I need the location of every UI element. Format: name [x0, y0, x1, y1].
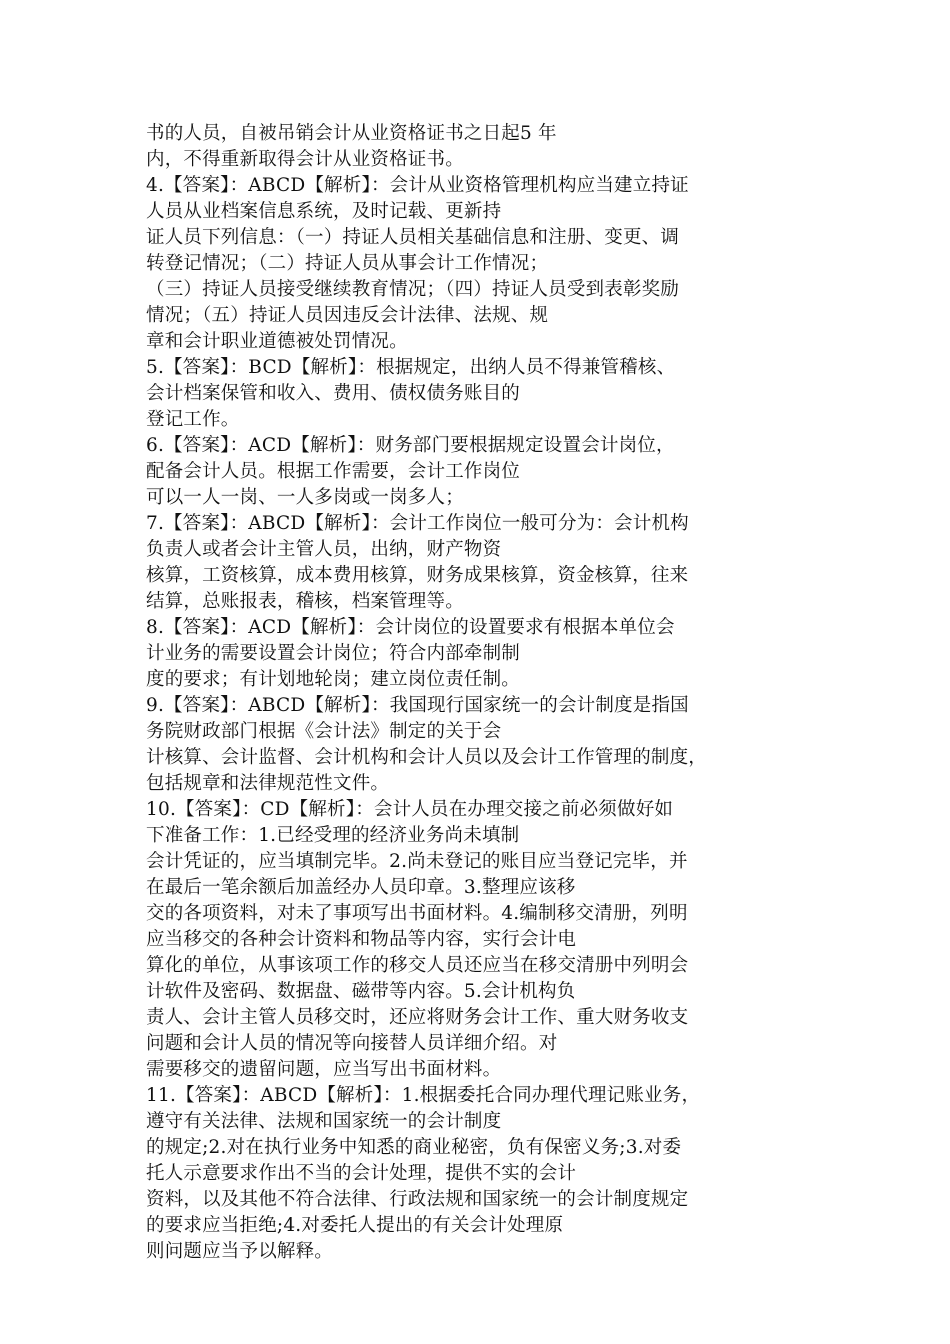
text-line: （三）持证人员接受继续教育情况；（四）持证人员受到表彰奖励 — [146, 279, 680, 300]
text-line: 5.【答案】：BCD【解析】：根据规定，出纳人员不得兼管稽核、 — [146, 357, 676, 378]
text-line: 度的要求；有计划地轮岗；建立岗位责任制。 — [146, 669, 521, 690]
text-line: 7.【答案】：ABCD【解析】：会计工作岗位一般可分为：会计机构 — [146, 513, 689, 534]
text-line: 计核算、会计监督、会计机构和会计人员以及会计工作管理的制度， — [146, 747, 708, 768]
text-line: 10.【答案】：CD【解析】：会计人员在办理交接之前必须做好如 — [146, 799, 674, 820]
text-line: 6.【答案】：ACD【解析】：财务部门要根据规定设置会计岗位， — [146, 435, 675, 456]
text-line: 应当移交的各种会计资料和物品等内容，实行会计电 — [146, 929, 577, 950]
text-line: 计业务的需要设置会计岗位；符合内部牵制制 — [146, 643, 521, 664]
text-line: 的要求应当拒绝;4.对委托人提出的有关会计处理原 — [146, 1215, 564, 1236]
text-line: 下准备工作：1.已经受理的经济业务尚未填制 — [146, 825, 520, 846]
text-line: 核算，工资核算，成本费用核算，财务成果核算，资金核算，往来 — [146, 565, 689, 586]
text-line: 情况；（五）持证人员因违反会计法律、法规、规 — [146, 305, 549, 326]
text-line: 8.【答案】：ACD【解析】：会计岗位的设置要求有根据本单位会 — [146, 617, 675, 638]
text-line: 配备会计人员。根据工作需要，会计工作岗位 — [146, 461, 521, 482]
text-line: 责人、会计主管人员移交时，还应将财务会计工作、重大财务收支 — [146, 1007, 689, 1028]
text-line: 章和会计职业道德被处罚情况。 — [146, 331, 408, 352]
text-line: 11.【答案】：ABCD【解析】：1.根据委托合同办理代理记账业务， — [146, 1085, 701, 1106]
text-line: 务院财政部门根据《会计法》制定的关于会 — [146, 721, 502, 742]
text-line: 转登记情况；（二）持证人员从事会计工作情况； — [146, 253, 549, 274]
text-line: 则问题应当予以解释。 — [146, 1241, 334, 1262]
text-line: 会计档案保管和收入、费用、债权债务账目的 — [146, 383, 521, 404]
text-line: 的规定;2.对在执行业务中知悉的商业秘密，负有保密义务;3.对委 — [146, 1137, 682, 1158]
text-line: 资料，以及其他不符合法律、行政法规和国家统一的会计制度规定 — [146, 1189, 689, 1210]
text-line: 证人员下列信息：（一）持证人员相关基础信息和注册、变更、调 — [146, 227, 680, 248]
text-line: 问题和会计人员的情况等向接替人员详细介绍。对 — [146, 1033, 558, 1054]
text-line: 9.【答案】：ABCD【解析】：我国现行国家统一的会计制度是指国 — [146, 695, 689, 716]
text-line: 负责人或者会计主管人员，出纳，财产物资 — [146, 539, 502, 560]
text-line: 包括规章和法律规范性文件。 — [146, 773, 390, 794]
answer-explanation-text — [146, 121, 826, 1265]
text-line: 结算，总账报表，稽核，档案管理等。 — [146, 591, 464, 612]
text-line: 需要移交的遗留问题，应当写出书面材料。 — [146, 1059, 502, 1080]
text-line: 算化的单位，从事该项工作的移交人员还应当在移交清册中列明会 — [146, 955, 689, 976]
text-line: 4.【答案】：ABCD【解析】：会计从业资格管理机构应当建立持证 — [146, 175, 689, 196]
text-line: 在最后一笔余额后加盖经办人员印章。3.整理应该移 — [146, 877, 576, 898]
text-line: 书的人员，自被吊销会计从业资格证书之日起5 年 — [146, 123, 557, 144]
text-line: 托人示意要求作出不当的会计处理，提供不实的会计 — [146, 1163, 577, 1184]
text-line: 登记工作。 — [146, 409, 240, 430]
text-line: 内，不得重新取得会计从业资格证书。 — [146, 149, 464, 170]
text-line: 会计凭证的，应当填制完毕。2.尚未登记的账目应当登记完毕，并 — [146, 851, 688, 872]
text-line: 交的各项资料，对未了事项写出书面材料。4.编制移交清册，列明 — [146, 903, 688, 924]
text-line: 计软件及密码、数据盘、磁带等内容。5.会计机构负 — [146, 981, 576, 1002]
text-line: 可以一人一岗、一人多岗或一岗多人； — [146, 487, 464, 508]
text-line: 人员从业档案信息系统，及时记载、更新持 — [146, 201, 502, 222]
text-line: 遵守有关法律、法规和国家统一的会计制度 — [146, 1111, 502, 1132]
